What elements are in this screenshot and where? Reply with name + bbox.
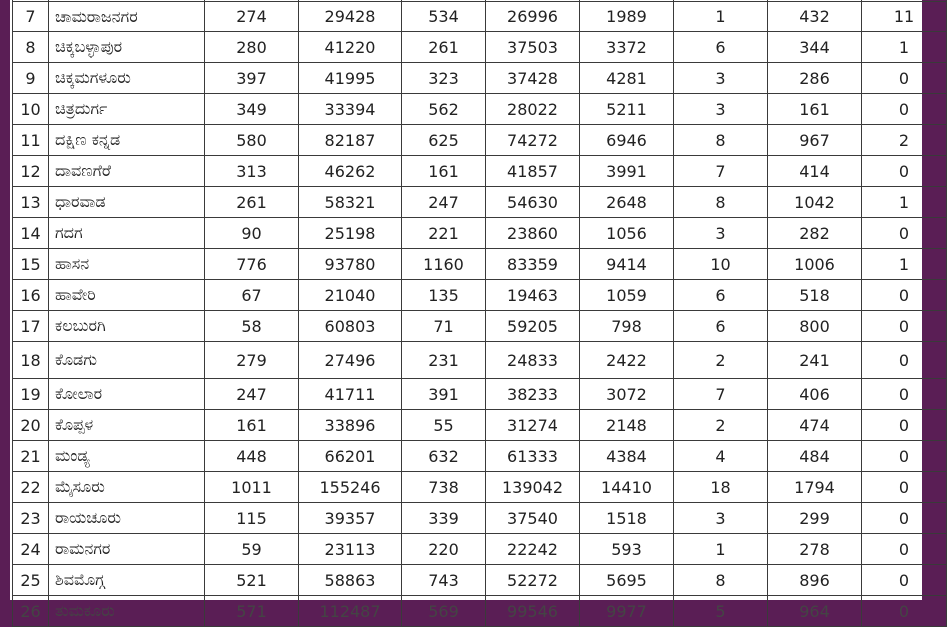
- value-cell: 1989: [580, 2, 674, 32]
- value-cell: 0: [862, 472, 947, 503]
- value-cell: 74272: [486, 125, 580, 156]
- value-cell: 0: [862, 565, 947, 596]
- value-cell: 534: [402, 2, 486, 32]
- value-cell: 1: [862, 249, 947, 280]
- value-cell: 448: [205, 441, 299, 472]
- value-cell: 593: [580, 534, 674, 565]
- value-cell: 99546: [486, 596, 580, 627]
- value-cell: 279: [205, 342, 299, 379]
- table-row: [13, 472, 947, 503]
- value-cell: 0: [862, 596, 947, 627]
- value-cell: 22242: [486, 534, 580, 565]
- value-cell: 278: [768, 534, 862, 565]
- value-cell: 282: [768, 218, 862, 249]
- value-cell: 1160: [402, 249, 486, 280]
- row-number-cell: 14: [13, 218, 49, 249]
- row-number-cell: 16: [13, 280, 49, 311]
- value-cell: 4281: [580, 63, 674, 94]
- table-row: [13, 125, 947, 156]
- row-number-cell: 21: [13, 441, 49, 472]
- value-cell: 0: [862, 441, 947, 472]
- row-number-cell: 12: [13, 156, 49, 187]
- table-row: [13, 280, 947, 311]
- value-cell: 221: [402, 218, 486, 249]
- row-number-cell: 13: [13, 187, 49, 218]
- value-cell: 7: [674, 156, 768, 187]
- table-row: [13, 503, 947, 534]
- value-cell: 6946: [580, 125, 674, 156]
- value-cell: 800: [768, 311, 862, 342]
- value-cell: 10: [674, 249, 768, 280]
- row-number-cell: 22: [13, 472, 49, 503]
- value-cell: 28022: [486, 94, 580, 125]
- value-cell: 24833: [486, 342, 580, 379]
- district-name-cell: ಕೊಪ್ಪಳ: [49, 410, 205, 441]
- value-cell: 3: [674, 218, 768, 249]
- table-row: [13, 94, 947, 125]
- value-cell: 83359: [486, 249, 580, 280]
- value-cell: 1518: [580, 503, 674, 534]
- value-cell: 3372: [580, 32, 674, 63]
- value-cell: 19463: [486, 280, 580, 311]
- value-cell: 61333: [486, 441, 580, 472]
- value-cell: 59: [205, 534, 299, 565]
- value-cell: 414: [768, 156, 862, 187]
- table-row: [13, 379, 947, 410]
- value-cell: 37540: [486, 503, 580, 534]
- value-cell: 4: [674, 441, 768, 472]
- value-cell: 115: [205, 503, 299, 534]
- value-cell: 82187: [299, 125, 402, 156]
- value-cell: 484: [768, 441, 862, 472]
- value-cell: 323: [402, 63, 486, 94]
- value-cell: 1042: [768, 187, 862, 218]
- value-cell: 1: [862, 32, 947, 63]
- value-cell: 299: [768, 503, 862, 534]
- table-row: [13, 311, 947, 342]
- value-cell: 58863: [299, 565, 402, 596]
- value-cell: 339: [402, 503, 486, 534]
- value-cell: 220: [402, 534, 486, 565]
- value-cell: 5: [674, 596, 768, 627]
- district-name-cell: ಚಿತ್ರದುರ್ಗ: [49, 94, 205, 125]
- value-cell: 518: [768, 280, 862, 311]
- district-name-cell: ಹಾಸನ: [49, 249, 205, 280]
- value-cell: 161: [205, 410, 299, 441]
- value-cell: 8: [674, 187, 768, 218]
- value-cell: 5211: [580, 94, 674, 125]
- value-cell: 161: [768, 94, 862, 125]
- district-name-cell: ಚಾಮರಾಜನಗರ: [49, 2, 205, 32]
- district-name-cell: ಗದಗ: [49, 218, 205, 249]
- row-number-cell: 10: [13, 94, 49, 125]
- value-cell: 29428: [299, 2, 402, 32]
- value-cell: 406: [768, 379, 862, 410]
- value-cell: 8: [674, 565, 768, 596]
- value-cell: 9414: [580, 249, 674, 280]
- value-cell: 896: [768, 565, 862, 596]
- value-cell: 2: [862, 125, 947, 156]
- value-cell: 60803: [299, 311, 402, 342]
- district-data-table: [12, 0, 947, 627]
- table-row: [13, 565, 947, 596]
- district-name-cell: ದಾವಣಗೆರೆ: [49, 156, 205, 187]
- value-cell: 3991: [580, 156, 674, 187]
- row-number-cell: 23: [13, 503, 49, 534]
- district-name-cell: ರಾಯಚೂರು: [49, 503, 205, 534]
- table-row: [13, 441, 947, 472]
- value-cell: 2148: [580, 410, 674, 441]
- value-cell: 1: [674, 2, 768, 32]
- value-cell: 155246: [299, 472, 402, 503]
- value-cell: 349: [205, 94, 299, 125]
- value-cell: 39357: [299, 503, 402, 534]
- value-cell: 31274: [486, 410, 580, 441]
- table-row: [13, 2, 947, 32]
- value-cell: 33896: [299, 410, 402, 441]
- value-cell: 6: [674, 32, 768, 63]
- row-number-cell: 20: [13, 410, 49, 441]
- value-cell: 0: [862, 534, 947, 565]
- value-cell: 58321: [299, 187, 402, 218]
- value-cell: 7: [674, 379, 768, 410]
- value-cell: 0: [862, 379, 947, 410]
- value-cell: 313: [205, 156, 299, 187]
- row-number-cell: 7: [13, 2, 49, 32]
- value-cell: 21040: [299, 280, 402, 311]
- table-row: [13, 187, 947, 218]
- row-number-cell: 11: [13, 125, 49, 156]
- value-cell: 280: [205, 32, 299, 63]
- value-cell: 474: [768, 410, 862, 441]
- value-cell: 161: [402, 156, 486, 187]
- value-cell: 55: [402, 410, 486, 441]
- row-number-cell: 17: [13, 311, 49, 342]
- value-cell: 0: [862, 410, 947, 441]
- value-cell: 625: [402, 125, 486, 156]
- table-row: [13, 410, 947, 441]
- value-cell: 37503: [486, 32, 580, 63]
- value-cell: 33394: [299, 94, 402, 125]
- value-cell: 52272: [486, 565, 580, 596]
- district-name-cell: ತುಮಕೂರು: [49, 596, 205, 627]
- value-cell: 2: [674, 342, 768, 379]
- district-name-cell: ಕೋಲಾರ: [49, 379, 205, 410]
- value-cell: 1: [674, 534, 768, 565]
- row-number-cell: 8: [13, 32, 49, 63]
- value-cell: 1: [862, 187, 947, 218]
- value-cell: 0: [862, 63, 947, 94]
- value-cell: 58: [205, 311, 299, 342]
- value-cell: 0: [862, 218, 947, 249]
- district-name-cell: ಕಲಬುರಗಿ: [49, 311, 205, 342]
- table-row: [13, 156, 947, 187]
- row-number-cell: 24: [13, 534, 49, 565]
- value-cell: 562: [402, 94, 486, 125]
- value-cell: 0: [862, 342, 947, 379]
- value-cell: 632: [402, 441, 486, 472]
- table-row: [13, 32, 947, 63]
- district-name-cell: ಮಂಡ್ಯ: [49, 441, 205, 472]
- value-cell: 14410: [580, 472, 674, 503]
- district-name-cell: ಹಾವೇರಿ: [49, 280, 205, 311]
- row-number-cell: 9: [13, 63, 49, 94]
- value-cell: 776: [205, 249, 299, 280]
- value-cell: 23860: [486, 218, 580, 249]
- value-cell: 967: [768, 125, 862, 156]
- value-cell: 247: [402, 187, 486, 218]
- value-cell: 54630: [486, 187, 580, 218]
- value-cell: 139042: [486, 472, 580, 503]
- value-cell: 0: [862, 94, 947, 125]
- row-number-cell: 18: [13, 342, 49, 379]
- value-cell: 37428: [486, 63, 580, 94]
- district-name-cell: ಶಿವಮೊಗ್ಗ: [49, 565, 205, 596]
- table-row: [13, 249, 947, 280]
- value-cell: 0: [862, 156, 947, 187]
- value-cell: 1794: [768, 472, 862, 503]
- value-cell: 0: [862, 280, 947, 311]
- value-cell: 41711: [299, 379, 402, 410]
- value-cell: 38233: [486, 379, 580, 410]
- value-cell: 569: [402, 596, 486, 627]
- value-cell: 3: [674, 94, 768, 125]
- district-name-cell: ದಕ್ಷಿಣ ಕನ್ನಡ: [49, 125, 205, 156]
- value-cell: 798: [580, 311, 674, 342]
- row-number-cell: 26: [13, 596, 49, 627]
- value-cell: 41995: [299, 63, 402, 94]
- value-cell: 1056: [580, 218, 674, 249]
- value-cell: 0: [862, 503, 947, 534]
- table-row: [13, 63, 947, 94]
- value-cell: 8: [674, 125, 768, 156]
- row-number-cell: 15: [13, 249, 49, 280]
- value-cell: 2648: [580, 187, 674, 218]
- value-cell: 6: [674, 311, 768, 342]
- value-cell: 344: [768, 32, 862, 63]
- value-cell: 112487: [299, 596, 402, 627]
- value-cell: 571: [205, 596, 299, 627]
- value-cell: 738: [402, 472, 486, 503]
- value-cell: 231: [402, 342, 486, 379]
- value-cell: 67: [205, 280, 299, 311]
- value-cell: 26996: [486, 2, 580, 32]
- district-name-cell: ಚಿಕ್ಕಮಗಳೂರು: [49, 63, 205, 94]
- value-cell: 71: [402, 311, 486, 342]
- value-cell: 521: [205, 565, 299, 596]
- value-cell: 3: [674, 503, 768, 534]
- value-cell: 4384: [580, 441, 674, 472]
- value-cell: 25198: [299, 218, 402, 249]
- value-cell: 247: [205, 379, 299, 410]
- table-row: [13, 534, 947, 565]
- value-cell: 9977: [580, 596, 674, 627]
- row-number-cell: 19: [13, 379, 49, 410]
- value-cell: 3072: [580, 379, 674, 410]
- document-page: [10, 0, 922, 621]
- table-row: [13, 342, 947, 379]
- district-name-cell: ರಾಮನಗರ: [49, 534, 205, 565]
- table-row: [13, 218, 947, 249]
- district-name-cell: ಕೊಡಗು: [49, 342, 205, 379]
- value-cell: 397: [205, 63, 299, 94]
- value-cell: 1011: [205, 472, 299, 503]
- value-cell: 0: [862, 311, 947, 342]
- value-cell: 261: [205, 187, 299, 218]
- district-name-cell: ಮೈಸೂರು: [49, 472, 205, 503]
- value-cell: 93780: [299, 249, 402, 280]
- district-name-cell: ಚಿಕ್ಕಬಳ್ಳಾಪುರ: [49, 32, 205, 63]
- value-cell: 5695: [580, 565, 674, 596]
- value-cell: 964: [768, 596, 862, 627]
- value-cell: 23113: [299, 534, 402, 565]
- value-cell: 6: [674, 280, 768, 311]
- value-cell: 90: [205, 218, 299, 249]
- value-cell: 1006: [768, 249, 862, 280]
- value-cell: 261: [402, 32, 486, 63]
- table-row: [13, 596, 947, 627]
- value-cell: 391: [402, 379, 486, 410]
- row-number-cell: 25: [13, 565, 49, 596]
- value-cell: 27496: [299, 342, 402, 379]
- value-cell: 11: [862, 2, 947, 32]
- value-cell: 66201: [299, 441, 402, 472]
- value-cell: 135: [402, 280, 486, 311]
- value-cell: 18: [674, 472, 768, 503]
- value-cell: 2422: [580, 342, 674, 379]
- value-cell: 41857: [486, 156, 580, 187]
- value-cell: 2: [674, 410, 768, 441]
- value-cell: 241: [768, 342, 862, 379]
- district-name-cell: ಧಾರವಾಡ: [49, 187, 205, 218]
- value-cell: 274: [205, 2, 299, 32]
- value-cell: 59205: [486, 311, 580, 342]
- value-cell: 286: [768, 63, 862, 94]
- value-cell: 580: [205, 125, 299, 156]
- value-cell: 3: [674, 63, 768, 94]
- table-body: [13, 0, 947, 627]
- value-cell: 1059: [580, 280, 674, 311]
- value-cell: 743: [402, 565, 486, 596]
- value-cell: 41220: [299, 32, 402, 63]
- value-cell: 46262: [299, 156, 402, 187]
- value-cell: 432: [768, 2, 862, 32]
